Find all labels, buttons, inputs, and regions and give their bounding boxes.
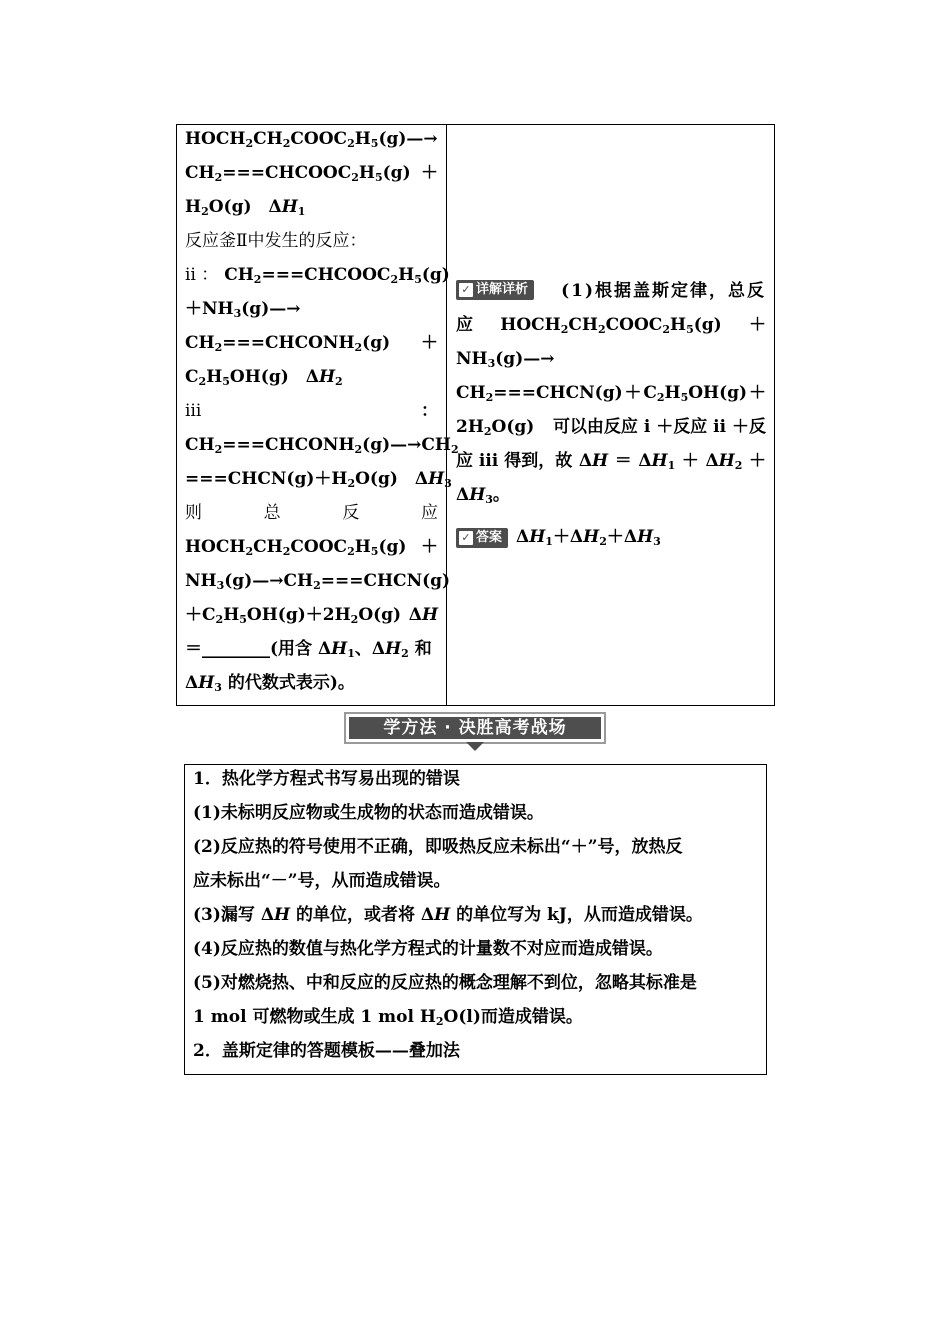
reaction-i-line-1: $HOCH_2CH_2COOC_2H_5(g)—\to$ xyxy=(185,129,438,150)
reaction-iii-line-2: $===CHCN(g)+H_2O(g)$ $\Delta H_3$ xyxy=(185,469,452,490)
reaction-ii-line-3: $CH_2===CHCONH_2(g)$ ＋ xyxy=(185,333,438,354)
total-reaction-label: 则 总 反 应 xyxy=(185,503,438,523)
reactor-2-label: 反应釜Ⅱ中发生的反应： xyxy=(185,231,367,251)
reaction-ii-line-4: $C_2H_5OH(g)$ $\Delta H_2$ xyxy=(185,367,343,388)
analysis-line-1: ✓ 详解详析 (1)根据盖斯定律，总反 xyxy=(456,280,766,302)
check-icon: ✓ xyxy=(459,531,473,545)
method-item-2-line-2: 应未标出“－”号，从而造成错误。 xyxy=(193,871,451,891)
analysis-line-5: $2H_2O(g)$ 可以由反应 ⅰ ＋反应 ⅱ ＋反 xyxy=(456,417,766,438)
analysis-line-4: $CH_2===CHCN(g)$ ＋ $C_2H_5OH(g)$ ＋ xyxy=(456,383,766,404)
banner-arrow-icon xyxy=(466,742,484,751)
method-item-3: (3)漏写 ΔH 的单位，或者将 ΔH 的单位写为 kJ，从而造成错误。 xyxy=(193,905,703,925)
reaction-i-line-2: $CH_2===CHCOOC_2H_5(g)$ ＋ xyxy=(185,163,438,184)
table-divider xyxy=(446,124,447,706)
reaction-i-line-3: $H_2O(g)$ $\Delta H_1$ xyxy=(185,197,306,218)
reaction-ii-line-2: $+NH_3(g)—\to$ xyxy=(185,299,301,320)
section-banner xyxy=(344,712,606,744)
method-item-1: (1)未标明反应物或生成物的状态而造成错误。 xyxy=(193,803,544,823)
analysis-line-7: $\Delta H_3$。 xyxy=(456,485,510,506)
reaction-ii-line-1: ⅱ ： $CH_2===CHCOOC_2H_5(g)$ xyxy=(185,265,450,286)
check-icon: ✓ xyxy=(459,283,473,297)
analysis-line-6: 应 ⅲ 得到，故 ΔH ＝ $\Delta H_1$ ＋ $\Delta H_2$ ＋ xyxy=(456,451,766,472)
analysis-line-2: 应 $HOCH_2CH_2COOC_2H_5(g)$ ＋ xyxy=(456,315,766,336)
total-reaction-line-2: $NH_3(g)—\to CH_2===CHCN(g)$ xyxy=(185,571,451,592)
answer-blank-line: ＝________(用含 $\Delta H_1$、$\Delta H_2$ 和 xyxy=(185,639,432,660)
total-reaction-line-3: $+C_2H_5OH(g)+2H_2O(g)$ ΔH xyxy=(185,605,438,626)
answer-badge: ✓ 答案 xyxy=(456,528,508,548)
method-item-2-line-1: (2)反应热的符号使用不正确，即吸热反应未标出“＋”号，放热反 xyxy=(193,837,683,857)
analysis-badge: ✓ 详解详析 xyxy=(456,280,534,300)
method-heading-1: 1．热化学方程式书写易出现的错误 xyxy=(193,769,460,789)
method-heading-2: 2．盖斯定律的答题模板——叠加法 xyxy=(193,1041,460,1061)
analysis-line-3: $NH_3(g)—\to$ xyxy=(456,349,555,370)
method-item-5-line-1: (5)对燃烧热、中和反应的反应热的概念理解不到位，忽略其标准是 xyxy=(193,973,697,993)
answer-hint-line: $\Delta H_3$ 的代数式表示)。 xyxy=(185,673,355,694)
reaction-iii-line-1: $CH_2===CHCONH_2(g)—\to CH_2$ xyxy=(185,435,459,456)
reaction-iii-label-line: ⅲ ： xyxy=(185,401,438,421)
method-item-4: (4)反应热的数值与热化学方程式的计量数不对应而造成错误。 xyxy=(193,939,663,959)
total-reaction-line-1: $HOCH_2CH_2COOC_2H_5(g)$ ＋ xyxy=(185,537,438,558)
answer-line: ✓ 答案 $\Delta H_1+\Delta H_2+\Delta H_3$ xyxy=(456,526,661,548)
method-item-5-line-2: 1 mol 可燃物或生成 1 mol $H_2O(l)$而造成错误。 xyxy=(193,1007,583,1028)
banner-title: 学方法 · 决胜高考战场 xyxy=(349,717,601,739)
